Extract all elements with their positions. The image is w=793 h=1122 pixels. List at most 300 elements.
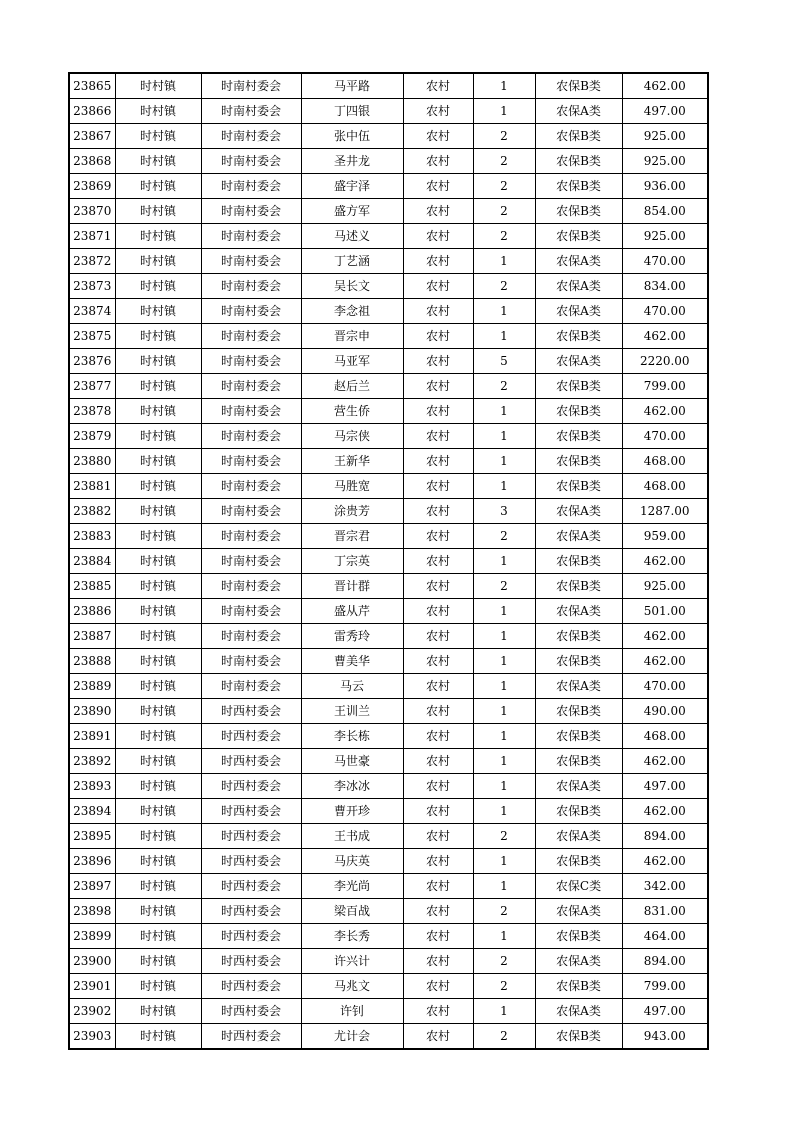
record-id-cell: 23899 (69, 924, 115, 949)
amount-cell: 468.00 (622, 724, 708, 749)
amount-cell: 468.00 (622, 474, 708, 499)
town-cell: 时村镇 (115, 599, 201, 624)
amount-cell: 462.00 (622, 324, 708, 349)
amount-cell: 462.00 (622, 799, 708, 824)
town-cell: 时村镇 (115, 199, 201, 224)
insurance-category-cell: 农保A类 (535, 524, 622, 549)
table-row (69, 149, 708, 174)
table-row (69, 574, 708, 599)
household-count-cell: 5 (473, 349, 535, 374)
name-cell: 营生侨 (301, 399, 403, 424)
area-type-cell: 农村 (403, 649, 473, 674)
table-row (69, 649, 708, 674)
insurance-category-cell: 农保B类 (535, 149, 622, 174)
table-row (69, 324, 708, 349)
amount-cell: 959.00 (622, 524, 708, 549)
insurance-category-cell: 农保B类 (535, 124, 622, 149)
area-type-cell: 农村 (403, 424, 473, 449)
area-type-cell: 农村 (403, 799, 473, 824)
village-committee-cell: 时南村委会 (201, 374, 301, 399)
village-committee-cell: 时南村委会 (201, 574, 301, 599)
area-type-cell: 农村 (403, 299, 473, 324)
name-cell: 晋宗申 (301, 324, 403, 349)
village-committee-cell: 时南村委会 (201, 599, 301, 624)
table-row (69, 824, 708, 849)
household-count-cell: 3 (473, 499, 535, 524)
area-type-cell: 农村 (403, 824, 473, 849)
area-type-cell: 农村 (403, 124, 473, 149)
area-type-cell: 农村 (403, 624, 473, 649)
area-type-cell: 农村 (403, 674, 473, 699)
household-count-cell: 1 (473, 674, 535, 699)
village-committee-cell: 时西村委会 (201, 699, 301, 724)
insurance-category-cell: 农保B类 (535, 374, 622, 399)
insurance-category-cell: 农保B类 (535, 424, 622, 449)
village-committee-cell: 时西村委会 (201, 849, 301, 874)
amount-cell: 925.00 (622, 124, 708, 149)
name-cell: 晋宗君 (301, 524, 403, 549)
name-cell: 马世豪 (301, 749, 403, 774)
area-type-cell: 农村 (403, 949, 473, 974)
village-committee-cell: 时西村委会 (201, 724, 301, 749)
insurance-category-cell: 农保A类 (535, 99, 622, 124)
record-id-cell: 23868 (69, 149, 115, 174)
name-cell: 马庆英 (301, 849, 403, 874)
name-cell: 许钊 (301, 999, 403, 1024)
record-id-cell: 23866 (69, 99, 115, 124)
town-cell: 时村镇 (115, 249, 201, 274)
insurance-category-cell: 农保B类 (535, 799, 622, 824)
village-committee-cell: 时南村委会 (201, 499, 301, 524)
insurance-category-cell: 农保A类 (535, 824, 622, 849)
table-row (69, 424, 708, 449)
town-cell: 时村镇 (115, 749, 201, 774)
town-cell: 时村镇 (115, 499, 201, 524)
village-committee-cell: 时西村委会 (201, 949, 301, 974)
household-count-cell: 1 (473, 999, 535, 1024)
table-row (69, 73, 708, 99)
household-count-cell: 1 (473, 624, 535, 649)
village-committee-cell: 时西村委会 (201, 1024, 301, 1050)
table-row (69, 174, 708, 199)
table-row (69, 999, 708, 1024)
area-type-cell: 农村 (403, 199, 473, 224)
insurance-category-cell: 农保B类 (535, 549, 622, 574)
table-row (69, 799, 708, 824)
village-committee-cell: 时西村委会 (201, 799, 301, 824)
town-cell: 时村镇 (115, 774, 201, 799)
area-type-cell: 农村 (403, 224, 473, 249)
record-id-cell: 23890 (69, 699, 115, 724)
area-type-cell: 农村 (403, 699, 473, 724)
household-count-cell: 1 (473, 749, 535, 774)
amount-cell: 470.00 (622, 424, 708, 449)
insurance-category-cell: 农保B类 (535, 1024, 622, 1050)
area-type-cell: 农村 (403, 374, 473, 399)
record-id-cell: 23884 (69, 549, 115, 574)
table-row (69, 774, 708, 799)
town-cell: 时村镇 (115, 724, 201, 749)
record-id-cell: 23898 (69, 899, 115, 924)
village-committee-cell: 时西村委会 (201, 749, 301, 774)
town-cell: 时村镇 (115, 924, 201, 949)
village-committee-cell: 时南村委会 (201, 99, 301, 124)
village-committee-cell: 时南村委会 (201, 124, 301, 149)
town-cell: 时村镇 (115, 1024, 201, 1050)
record-id-cell: 23894 (69, 799, 115, 824)
amount-cell: 462.00 (622, 624, 708, 649)
area-type-cell: 农村 (403, 474, 473, 499)
village-committee-cell: 时南村委会 (201, 674, 301, 699)
household-count-cell: 1 (473, 73, 535, 99)
record-id-cell: 23871 (69, 224, 115, 249)
amount-cell: 464.00 (622, 924, 708, 949)
table-row (69, 724, 708, 749)
record-id-cell: 23902 (69, 999, 115, 1024)
household-count-cell: 1 (473, 774, 535, 799)
amount-cell: 834.00 (622, 274, 708, 299)
household-count-cell: 1 (473, 874, 535, 899)
town-cell: 时村镇 (115, 649, 201, 674)
table-row (69, 449, 708, 474)
village-committee-cell: 时西村委会 (201, 974, 301, 999)
insurance-category-cell: 农保A类 (535, 899, 622, 924)
table-row (69, 474, 708, 499)
household-count-cell: 1 (473, 99, 535, 124)
name-cell: 雷秀玲 (301, 624, 403, 649)
name-cell: 丁四银 (301, 99, 403, 124)
table-row (69, 949, 708, 974)
area-type-cell: 农村 (403, 849, 473, 874)
table-row (69, 124, 708, 149)
amount-cell: 470.00 (622, 249, 708, 274)
town-cell: 时村镇 (115, 699, 201, 724)
area-type-cell: 农村 (403, 924, 473, 949)
town-cell: 时村镇 (115, 73, 201, 99)
insurance-category-cell: 农保B类 (535, 974, 622, 999)
table-row (69, 224, 708, 249)
table-row (69, 274, 708, 299)
name-cell: 盛宇泽 (301, 174, 403, 199)
area-type-cell: 农村 (403, 749, 473, 774)
name-cell: 丁宗英 (301, 549, 403, 574)
town-cell: 时村镇 (115, 974, 201, 999)
area-type-cell: 农村 (403, 399, 473, 424)
insurance-category-cell: 农保B类 (535, 724, 622, 749)
village-committee-cell: 时南村委会 (201, 449, 301, 474)
name-cell: 晋计群 (301, 574, 403, 599)
record-id-cell: 23903 (69, 1024, 115, 1050)
village-committee-cell: 时西村委会 (201, 999, 301, 1024)
household-count-cell: 1 (473, 424, 535, 449)
household-count-cell: 1 (473, 399, 535, 424)
record-id-cell: 23887 (69, 624, 115, 649)
name-cell: 吴长文 (301, 274, 403, 299)
name-cell: 马胜宽 (301, 474, 403, 499)
household-count-cell: 1 (473, 249, 535, 274)
household-count-cell: 2 (473, 274, 535, 299)
town-cell: 时村镇 (115, 624, 201, 649)
insurance-category-cell: 农保B类 (535, 624, 622, 649)
town-cell: 时村镇 (115, 799, 201, 824)
name-cell: 马述义 (301, 224, 403, 249)
record-id-cell: 23877 (69, 374, 115, 399)
insurance-category-cell: 农保B类 (535, 324, 622, 349)
name-cell: 马云 (301, 674, 403, 699)
table-row (69, 1024, 708, 1050)
name-cell: 尤计会 (301, 1024, 403, 1050)
table-row (69, 249, 708, 274)
town-cell: 时村镇 (115, 899, 201, 924)
insurance-category-cell: 农保A类 (535, 949, 622, 974)
table-row (69, 899, 708, 924)
area-type-cell: 农村 (403, 324, 473, 349)
insurance-category-cell: 农保B类 (535, 174, 622, 199)
record-id-cell: 23875 (69, 324, 115, 349)
table-row (69, 599, 708, 624)
town-cell: 时村镇 (115, 324, 201, 349)
household-count-cell: 2 (473, 124, 535, 149)
name-cell: 王书成 (301, 824, 403, 849)
town-cell: 时村镇 (115, 299, 201, 324)
village-committee-cell: 时南村委会 (201, 524, 301, 549)
amount-cell: 490.00 (622, 699, 708, 724)
record-id-cell: 23891 (69, 724, 115, 749)
insurance-category-cell: 农保B类 (535, 224, 622, 249)
name-cell: 王新华 (301, 449, 403, 474)
insurance-category-cell: 农保A类 (535, 599, 622, 624)
name-cell: 马兆文 (301, 974, 403, 999)
town-cell: 时村镇 (115, 174, 201, 199)
area-type-cell: 农村 (403, 724, 473, 749)
insurance-category-cell: 农保B类 (535, 699, 622, 724)
record-id-cell: 23874 (69, 299, 115, 324)
record-id-cell: 23878 (69, 399, 115, 424)
name-cell: 李光尚 (301, 874, 403, 899)
table-row (69, 549, 708, 574)
town-cell: 时村镇 (115, 524, 201, 549)
household-count-cell: 2 (473, 224, 535, 249)
area-type-cell: 农村 (403, 1024, 473, 1050)
town-cell: 时村镇 (115, 549, 201, 574)
record-id-cell: 23889 (69, 674, 115, 699)
area-type-cell: 农村 (403, 73, 473, 99)
town-cell: 时村镇 (115, 374, 201, 399)
record-id-cell: 23876 (69, 349, 115, 374)
village-committee-cell: 时南村委会 (201, 274, 301, 299)
amount-cell: 462.00 (622, 849, 708, 874)
insurance-category-cell: 农保B类 (535, 399, 622, 424)
insurance-category-cell: 农保A类 (535, 299, 622, 324)
area-type-cell: 农村 (403, 899, 473, 924)
town-cell: 时村镇 (115, 474, 201, 499)
amount-cell: 470.00 (622, 299, 708, 324)
name-cell: 赵后兰 (301, 374, 403, 399)
data-table (68, 72, 709, 1050)
village-committee-cell: 时南村委会 (201, 149, 301, 174)
insurance-category-cell: 农保B类 (535, 449, 622, 474)
village-committee-cell: 时南村委会 (201, 649, 301, 674)
name-cell: 丁艺涵 (301, 249, 403, 274)
insurance-category-cell: 农保B类 (535, 73, 622, 99)
amount-cell: 501.00 (622, 599, 708, 624)
amount-cell: 894.00 (622, 949, 708, 974)
table-row (69, 299, 708, 324)
town-cell: 时村镇 (115, 574, 201, 599)
area-type-cell: 农村 (403, 99, 473, 124)
village-committee-cell: 时西村委会 (201, 874, 301, 899)
household-count-cell: 1 (473, 699, 535, 724)
household-count-cell: 2 (473, 524, 535, 549)
town-cell: 时村镇 (115, 874, 201, 899)
insurance-category-cell: 农保B类 (535, 649, 622, 674)
amount-cell: 894.00 (622, 824, 708, 849)
record-id-cell: 23900 (69, 949, 115, 974)
amount-cell: 936.00 (622, 174, 708, 199)
name-cell: 涂贵芳 (301, 499, 403, 524)
town-cell: 时村镇 (115, 124, 201, 149)
town-cell: 时村镇 (115, 849, 201, 874)
name-cell: 盛方军 (301, 199, 403, 224)
table-row (69, 924, 708, 949)
insurance-category-cell: 农保B类 (535, 199, 622, 224)
name-cell: 马宗侠 (301, 424, 403, 449)
table-row (69, 849, 708, 874)
record-id-cell: 23881 (69, 474, 115, 499)
village-committee-cell: 时南村委会 (201, 174, 301, 199)
area-type-cell: 农村 (403, 774, 473, 799)
amount-cell: 831.00 (622, 899, 708, 924)
name-cell: 李冰冰 (301, 774, 403, 799)
table-row (69, 974, 708, 999)
insurance-category-cell: 农保B类 (535, 849, 622, 874)
town-cell: 时村镇 (115, 399, 201, 424)
amount-cell: 470.00 (622, 674, 708, 699)
insurance-category-cell: 农保B类 (535, 749, 622, 774)
town-cell: 时村镇 (115, 999, 201, 1024)
record-id-cell: 23893 (69, 774, 115, 799)
table-row (69, 874, 708, 899)
record-id-cell: 23886 (69, 599, 115, 624)
table-row (69, 349, 708, 374)
area-type-cell: 农村 (403, 274, 473, 299)
amount-cell: 462.00 (622, 649, 708, 674)
household-count-cell: 2 (473, 374, 535, 399)
village-committee-cell: 时西村委会 (201, 774, 301, 799)
village-committee-cell: 时南村委会 (201, 399, 301, 424)
village-committee-cell: 时南村委会 (201, 624, 301, 649)
area-type-cell: 农村 (403, 349, 473, 374)
name-cell: 梁百战 (301, 899, 403, 924)
insurance-category-cell: 农保A类 (535, 274, 622, 299)
record-id-cell: 23870 (69, 199, 115, 224)
amount-cell: 1287.00 (622, 499, 708, 524)
table-body (69, 73, 708, 1049)
area-type-cell: 农村 (403, 499, 473, 524)
table-row (69, 374, 708, 399)
area-type-cell: 农村 (403, 449, 473, 474)
record-id-cell: 23896 (69, 849, 115, 874)
area-type-cell: 农村 (403, 974, 473, 999)
record-id-cell: 23883 (69, 524, 115, 549)
household-count-cell: 1 (473, 724, 535, 749)
table-row (69, 99, 708, 124)
town-cell: 时村镇 (115, 99, 201, 124)
household-count-cell: 2 (473, 949, 535, 974)
name-cell: 曹美华 (301, 649, 403, 674)
name-cell: 李长栋 (301, 724, 403, 749)
household-count-cell: 2 (473, 574, 535, 599)
record-id-cell: 23885 (69, 574, 115, 599)
village-committee-cell: 时南村委会 (201, 324, 301, 349)
name-cell: 张中伍 (301, 124, 403, 149)
amount-cell: 497.00 (622, 999, 708, 1024)
amount-cell: 497.00 (622, 774, 708, 799)
town-cell: 时村镇 (115, 449, 201, 474)
village-committee-cell: 时南村委会 (201, 73, 301, 99)
town-cell: 时村镇 (115, 149, 201, 174)
insurance-category-cell: 农保A类 (535, 249, 622, 274)
village-committee-cell: 时南村委会 (201, 549, 301, 574)
household-count-cell: 1 (473, 324, 535, 349)
name-cell: 马亚军 (301, 349, 403, 374)
record-id-cell: 23879 (69, 424, 115, 449)
record-id-cell: 23880 (69, 449, 115, 474)
household-count-cell: 2 (473, 199, 535, 224)
insurance-category-cell: 农保A类 (535, 674, 622, 699)
table-row (69, 699, 708, 724)
record-id-cell: 23865 (69, 73, 115, 99)
amount-cell: 925.00 (622, 224, 708, 249)
table-row (69, 499, 708, 524)
table-row (69, 624, 708, 649)
table-row (69, 674, 708, 699)
amount-cell: 468.00 (622, 449, 708, 474)
table-row (69, 199, 708, 224)
village-committee-cell: 时南村委会 (201, 474, 301, 499)
insurance-category-cell: 农保B类 (535, 924, 622, 949)
name-cell: 王训兰 (301, 699, 403, 724)
area-type-cell: 农村 (403, 249, 473, 274)
amount-cell: 462.00 (622, 749, 708, 774)
amount-cell: 799.00 (622, 974, 708, 999)
insurance-category-cell: 农保B类 (535, 474, 622, 499)
amount-cell: 925.00 (622, 574, 708, 599)
name-cell: 盛从芹 (301, 599, 403, 624)
name-cell: 李念祖 (301, 299, 403, 324)
household-count-cell: 1 (473, 799, 535, 824)
insurance-category-cell: 农保A类 (535, 999, 622, 1024)
amount-cell: 799.00 (622, 374, 708, 399)
amount-cell: 462.00 (622, 73, 708, 99)
table-row (69, 749, 708, 774)
record-id-cell: 23873 (69, 274, 115, 299)
village-committee-cell: 时南村委会 (201, 199, 301, 224)
town-cell: 时村镇 (115, 674, 201, 699)
household-count-cell: 1 (473, 649, 535, 674)
area-type-cell: 农村 (403, 874, 473, 899)
insurance-category-cell: 农保A类 (535, 499, 622, 524)
area-type-cell: 农村 (403, 574, 473, 599)
village-committee-cell: 时南村委会 (201, 299, 301, 324)
amount-cell: 943.00 (622, 1024, 708, 1050)
village-committee-cell: 时南村委会 (201, 224, 301, 249)
town-cell: 时村镇 (115, 349, 201, 374)
insurance-category-cell: 农保A类 (535, 349, 622, 374)
name-cell: 圣井龙 (301, 149, 403, 174)
record-id-cell: 23888 (69, 649, 115, 674)
area-type-cell: 农村 (403, 549, 473, 574)
